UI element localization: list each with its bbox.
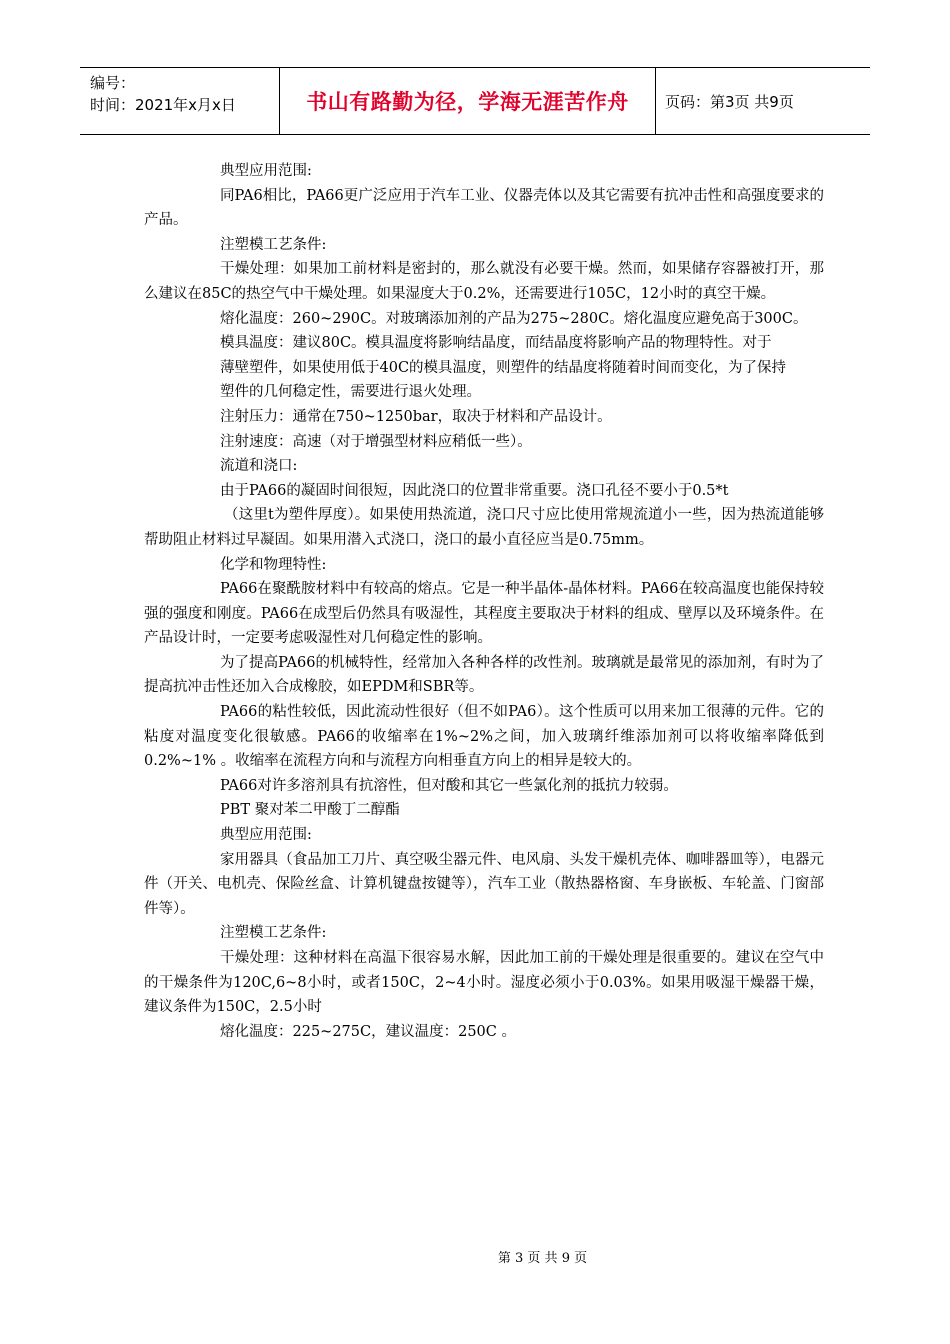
paragraph: PA66在聚酰胺材料中有较高的熔点。它是一种半晶体-晶体材料。PA66在较高温度也能保持较强的强度和刚度。PA66在成型后仍然具有吸湿性，其程度主要取决于材料的组成、壁厚以及环境条件。在产品设计时，一定要考虑吸湿性对几何稳定性的影响。 bbox=[144, 581, 824, 647]
paragraph: 注塑模工艺条件: bbox=[220, 925, 327, 942]
paragraph: 由于PA66的凝固时间很短，因此浇口的位置非常重要。浇口孔径不要小于0.5*t bbox=[220, 482, 729, 499]
paragraph: 为了提高PA66的机械特性，经常加入各种各样的改性剂。玻璃就是最常见的添加剂，有时为了提高抗冲击性还加入合成橡胶，如EPDM和SBR等。 bbox=[144, 654, 824, 696]
paragraph: 干燥处理：这种材料在高温下很容易水解，因此加工前的干燥处理是很重要的。建议在空气中的干燥条件为120C,6~8小时，或者150C，2~4小时。湿度必须小于0.03%。如果用吸湿干燥器干燥，建议条件为150C，2.5小时 bbox=[144, 950, 824, 1016]
header-page-info: 页码：第3页 共9页 bbox=[665, 92, 794, 111]
paragraph: PA66的粘性较低，因此流动性很好（但不如PA6）。这个性质可以用来加工很薄的元件。它的粘度对温度变化很敏感。PA66的收缩率在1%~2%之间，加入玻璃纤维添加剂可以将收缩率降低到0.2%~1% 。收缩率在流程方向和与流程方向相垂直方向上的相异是较大的。 bbox=[144, 704, 824, 770]
paragraph: 化学和物理特性: bbox=[220, 556, 327, 573]
paragraph: 注射速度：高速（对于增强型材料应稍低一些）。 bbox=[220, 433, 532, 450]
footer-page-number: 第 3 页 共 9 页 bbox=[497, 1251, 588, 1266]
paragraph: 家用器具（食品加工刀片、真空吸尘器元件、电风扇、头发干燥机壳体、咖啡器皿等），电器元件（开关、电机壳、保险丝盒、计算机键盘按键等），汽车工业（散热器格窗、车身嵌板、车轮盖、门窗部件等）。 bbox=[144, 851, 824, 917]
header-motto-cell bbox=[280, 68, 656, 134]
paragraph: 同PA6相比，PA66更广泛应用于汽车工业、仪器壳体以及其它需要有抗冲击性和高强度要求的产品。 bbox=[144, 187, 824, 229]
paragraph: 塑件的几何稳定性，需要进行退火处理。 bbox=[220, 384, 481, 401]
header-meta bbox=[80, 68, 280, 134]
paragraph: 典型应用范围: bbox=[220, 163, 312, 179]
paragraph: PA66对许多溶剂具有抗溶性，但对酸和其它一些氯化剂的抵抗力较弱。 bbox=[220, 777, 678, 794]
page-header bbox=[80, 67, 870, 135]
paragraph: 干燥处理：如果加工前材料是密封的，那么就没有必要干燥。然而，如果储存容器被打开，那么建议在85C的热空气中干燥处理。如果湿度大于0.2%，还需要进行105C，12小时的真空干燥。 bbox=[144, 261, 824, 302]
header-motto: 书山有路勤为径，学海无涯苦作舟 bbox=[306, 90, 629, 114]
number-label: 编号： bbox=[90, 74, 136, 92]
paragraph: （这里t为塑件厚度）。如果使用热流道，浇口尺寸应比使用常规流道小一些，因为热流道能够帮助阻止材料过早凝固。如果用潜入式浇口，浇口的最小直径应当是0.75mm。 bbox=[144, 507, 824, 548]
paragraph: 熔化温度：260~290C。对玻璃添加剂的产品为275~280C。熔化温度应避免高于300C。 bbox=[220, 310, 808, 327]
paragraph: 模具温度：建议80C。模具温度将影响结晶度，而结晶度将影响产品的物理特性。对于 bbox=[220, 335, 772, 352]
paragraph: 流道和浇口: bbox=[220, 458, 298, 475]
paragraph: 典型应用范围: bbox=[220, 827, 312, 844]
paragraph: 熔化温度：225~275C，建议温度：250C 。 bbox=[220, 1023, 516, 1040]
date-label: 时间：2021年x月x日 bbox=[90, 96, 236, 114]
paragraph: 注射压力：通常在750~1250bar，取决于材料和产品设计。 bbox=[220, 408, 612, 425]
paragraph: 薄壁塑件，如果使用低于40C的模具温度，则塑件的结晶度将随着时间而变化，为了保持 bbox=[220, 359, 787, 376]
document-body bbox=[144, 159, 824, 1044]
paragraph: 注塑模工艺条件: bbox=[220, 236, 327, 253]
paragraph: PBT 聚对苯二甲酸丁二醇酯 bbox=[220, 802, 400, 819]
page-footer bbox=[0, 1247, 950, 1266]
